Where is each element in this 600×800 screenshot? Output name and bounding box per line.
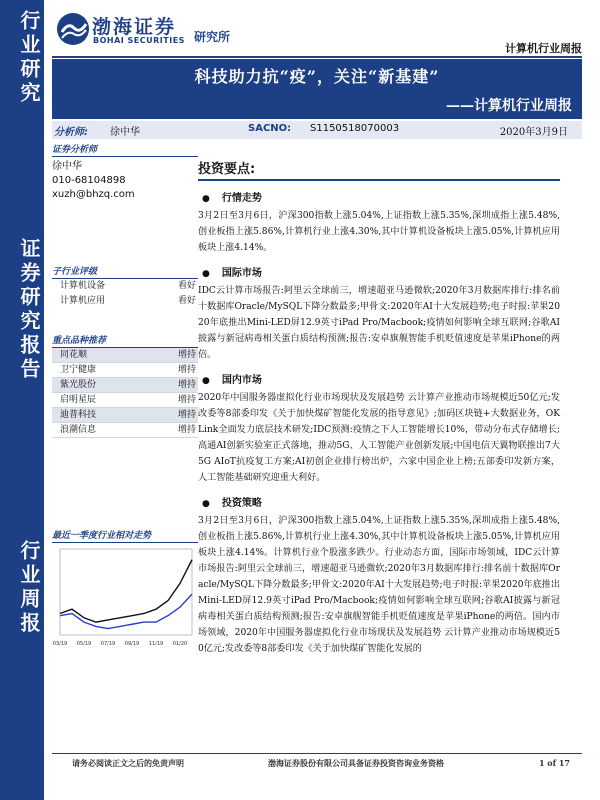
stock-name: 启明星辰 [60,395,97,405]
sub-industry-rating: 看好 [177,296,196,306]
trend-chart-svg [52,543,198,655]
x-tick-label: 03/19 [52,641,68,647]
header-divider [52,56,582,58]
analyst-email: xuzh@bhzq.com [52,189,135,200]
analyst-label: 分析师: [54,127,88,138]
stock-name: 浪潮信息 [60,425,97,435]
section-heading-domestic: ● 国内市场 [202,371,560,386]
band-text-weekly: 行业周报 [17,540,41,636]
report-title: 科技助力抗“疫”，关注“新基建” [194,67,440,86]
analyst-meta-row [52,121,582,139]
logo-english-name: BOHAI SECURITIES [93,36,185,45]
band-text-securities-report: 证券研究报告 [17,238,41,382]
chart-frame [60,549,192,635]
stock-name: 紫光股份 [60,380,97,390]
sidebar [52,142,198,438]
page-number: 1 of 17 [538,758,570,768]
stock-rating: 增持 [177,425,196,435]
disclaimer-hint: 请务必阅读正文之后的免责声明 [72,758,184,768]
section-heading-strategy: ● 投资策略 [202,494,560,509]
sub-industry-rating: 看好 [177,281,196,291]
table-row [52,348,198,363]
table-row [52,279,198,294]
analyst-contact-name: 徐中华 [52,161,82,172]
sub-rating-heading: 子行业评级 [52,264,198,279]
sub-rating-table [52,279,198,309]
stock-rating: 增持 [177,380,196,390]
stock-name: 同花顺 [60,350,88,360]
section-text-market-trend: 3月2日至3月6日，沪深300指数上涨5.04%,上证指数上涨5.35%,深圳成指上涨5.48%,创业板指上涨5.86%,计算机行业上涨4.30%,其中计算机设备板块上涨5.05%,计算机应用板块上涨4.14%。 [198,211,560,253]
key-points-heading: 投资要点: [198,158,560,181]
analyst-heading: 证券分析师 [52,142,198,157]
title-banner [52,59,582,119]
company-qualification: 渤海证券股份有限公司具备证券投资咨询业务资格 [268,758,444,768]
sub-industry-name: 计算机设备 [60,281,106,291]
x-tick-label: 09/19 [124,641,140,647]
section-heading-international: ● 国际市场 [202,264,560,279]
report-type: 计算机行业周报 [505,42,582,55]
sub-industry-name: 计算机应用 [60,296,106,306]
stocks-heading: 重点品种推荐 [52,333,198,348]
stock-name: 迪普科技 [60,410,97,420]
series-line-1 [60,594,192,628]
report-date: 2020年3月9日 [499,127,568,138]
analyst-phone: 010-68104898 [52,175,126,186]
table-row [52,294,198,309]
stock-rating: 增持 [177,350,196,360]
x-tick-label: 05/19 [76,641,92,647]
logo-chinese-name: 渤海证券 [92,16,177,38]
section-text-international: IDC云计算市场报告:阿里云全球前三，增速超亚马逊微软;2020年3月数据库排行:排名前十数据库Oracle/MySQL下降分数最多;甲骨文:2020年AI十大发展趋势;电子时报:苹果2020年底推出Mini-LED屏12.9英寸iPad Pro/Macbook;疫情如何影响全球互联网;谷歌AI披露与新冠病毒相关蛋白质结构预测;报告:安卓旗舰智能手机贬值速度是苹果iPhone的两倍。 [198,286,560,360]
sac-number: S1150518070003 [310,123,400,134]
stock-rating: 增持 [177,410,196,420]
report-subtitle: ——计算机行业周报 [446,98,572,114]
relative-trend-chart [52,528,198,659]
x-tick-label: 07/19 [100,641,116,647]
stock-rating: 增持 [177,365,196,375]
institute-name: 研究所 [194,30,231,44]
section-heading-market-trend: ● 行情走势 [202,189,560,204]
table-row [52,408,198,423]
company-logo [56,10,246,54]
logo-mark-icon [56,12,90,46]
table-row [52,393,198,408]
chart-title: 最近一季度行业相对走势 [52,528,198,543]
section-text-domestic: 2020年中国服务器虚拟化行业市场现状及发展趋势 云计算产业推动市场规模近50亿元;发改委等8部委印发《关于加快煤矿智能化发展的指导意见》;加码区块链+大数据业务，OKLink全面发力底层技术研发;IDC预测:疫情之下人工智能增长10%，带动分布式存储增长;高通AI创新实验室正式落地，推动5G、人工智能产业创新发展;中国电信天翼物联推出7大5G AIoT抗疫复工方案;AI初创企业排行榜出炉，六家中国企业上榜;五部委印发新方案，人工智能基础研究迎重大利好。 [198,393,560,483]
sac-label: SACNO: [248,123,292,134]
footer-divider [52,753,582,754]
analyst-name: 徐中华 [110,127,140,138]
stock-name: 卫宁健康 [60,365,97,375]
band-text-industry-research: 行业研究 [17,10,41,106]
stock-table [52,348,198,438]
left-color-band [0,0,44,800]
table-row [52,378,198,393]
table-row [52,363,198,378]
x-tick-label: 11/19 [148,641,164,647]
stock-rating: 增持 [177,395,196,405]
table-row [52,423,198,438]
section-text-strategy: 3月2日至3月6日，沪深300指数上涨5.04%,上证指数上涨5.35%,深圳成指上涨5.48%,创业板指上涨5.86%,计算机行业上涨4.30%,其中计算机设备板块上涨5.05%,计算机应用板块上涨4.14%。计算机行业个股涨多跌少。行业动态方面，国际市场领域，IDC云计算市场报告:阿里云全球前三，增速超亚马逊微软;2020年3月数据库排行:排名前十数据库Oracle/MySQL下降分数最多;甲骨文:2020年AI十大发展趋势;电子时报:苹果2020年底推出Mini-LED屏12.9英寸iPad Pro/Macbook;疫情如何影响全球互联网;谷歌AI披露与新冠病毒相关蛋白质结构预测;报告:安卓旗舰智能手机贬值速度是苹果iPhone的两倍。国内市场领域，2020年中国服务器虚拟化行业市场现状及发展趋势 云计算产业推动市场规模近50亿元;发改委等8部委印发《关于加快煤矿智能化发展的 [198,516,560,654]
x-tick-label: 01/20 [172,641,188,647]
main-content [198,158,560,657]
